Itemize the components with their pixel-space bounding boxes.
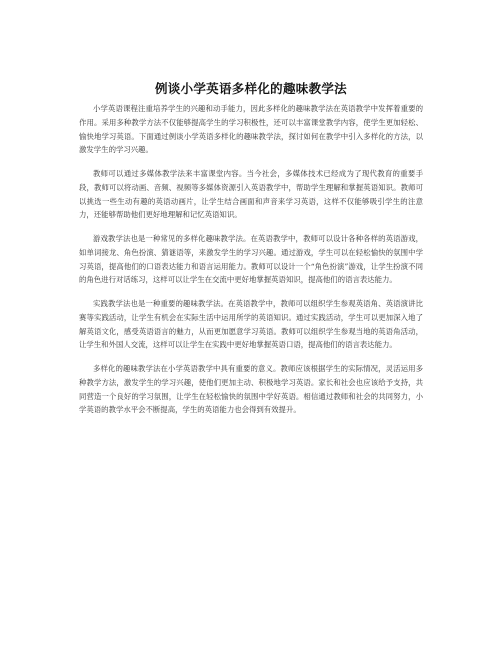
document-body [79, 102, 423, 427]
paragraph-games: 游戏教学法也是一种常见的多样化趣味教学法。在英语教学中，教师可以设计各种各样的英语游戏，如单词接龙、角色扮演、猜谜语等，来激发学生的学习兴趣。通过游戏，学生可以在轻松愉快的氛围中学习英语，提高他们的口语表达能力和语言运用能力。教师可以设计一个“角色扮演”游戏，让学生扮演不同的角色进行对话练习，这样可以让学生在交流中更好地掌握英语知识，提高他们的语言表达能力。 [79, 233, 423, 285]
paragraph-practice: 实践教学法也是一种重要的趣味教学法。在英语教学中，教师可以组织学生参观英语角、英语演讲比赛等实践活动，让学生有机会在实际生活中运用所学的英语知识。通过实践活动，学生可以更加深入地了解英语文化，感受英语语言的魅力，从而更加愿意学习英语。教师可以组织学生参观当地的英语角活动，让学生和外国人交流，这样可以让学生在实践中更好地掌握英语口语，提高他们的语言表达能力。 [79, 298, 423, 350]
document-title: 例谈小学英语多样化的趣味教学法 [154, 81, 347, 96]
paragraph-multimedia: 教师可以通过多媒体教学法来丰富课堂内容。当今社会，多媒体技术已经成为了现代教育的重要手段，教师可以将动画、音频、视频等多媒体资源引入英语教学中，帮助学生理解和掌握英语知识。教师可以挑选一些生动有趣的英语动画片，让学生结合画面和声音来学习英语，这样不仅能够吸引学生的注意力，还能够帮助他们更好地理解和记忆英语知识。 [79, 168, 423, 220]
paragraph-conclusion: 多样化的趣味教学法在小学英语教学中具有重要的意义。教师应该根据学生的实际情况，灵活运用多种教学方法，激发学生的学习兴趣，使他们更加主动、积极地学习英语。家长和社会也应该给予支持，共同营造一个良好的学习氛围，让学生在轻松愉快的氛围中学好英语。相信通过教师和社会的共同努力，小学英语的教学水平会不断提高，学生的英语能力也会得到有效提升。 [79, 363, 423, 415]
paragraph-intro: 小学英语课程注重培养学生的兴趣和动手能力，因此多样化的趣味教学法在英语教学中发挥着重要的作用。采用多种教学方法不仅能够提高学生的学习积极性，还可以丰富课堂教学内容，使学生更加轻松、愉快地学习英语。下面通过例谈小学英语多样化的趣味教学法，探讨如何在教学中引入多样化的方法，以激发学生的学习兴趣。 [79, 104, 423, 155]
